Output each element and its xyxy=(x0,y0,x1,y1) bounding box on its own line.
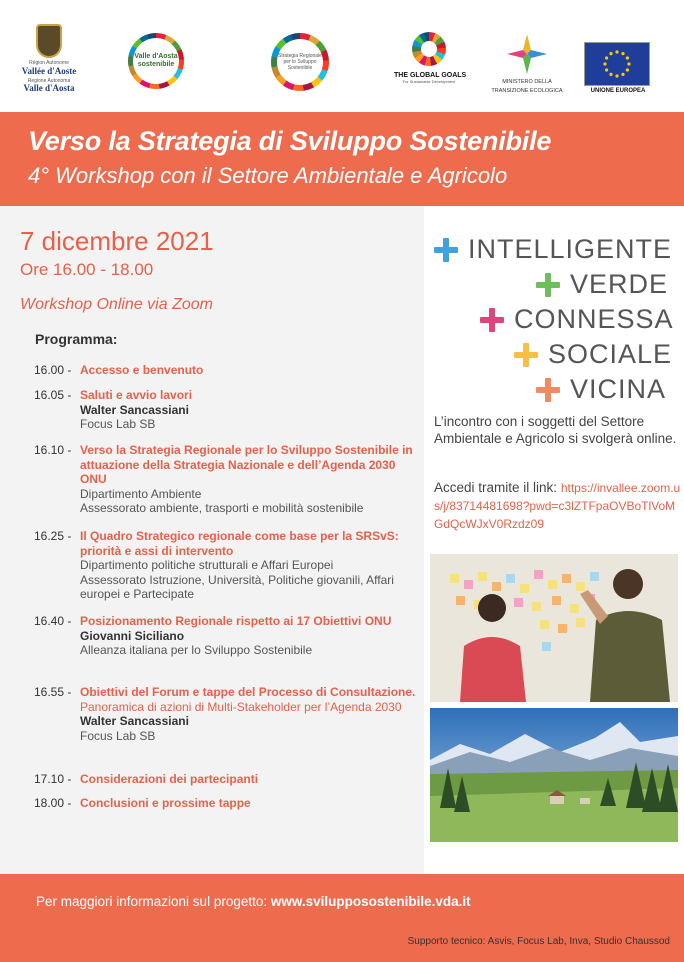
footer-info-label: Per maggiori informazioni sul progetto: xyxy=(36,894,268,909)
footer-info xyxy=(36,894,471,909)
program-item-affiliation: Alleanza italiana per lo Sviluppo Sostenibile xyxy=(80,643,313,657)
access-label: Accedi tramite il link: xyxy=(434,480,558,495)
program-item-time: 16.25 - xyxy=(34,529,72,543)
plus-icon xyxy=(480,308,504,332)
program-item-time: 18.00 - xyxy=(34,796,72,810)
program-item-affiliation: Focus Lab SB xyxy=(80,728,156,743)
program-item-title: Conclusioni e prossime tappe xyxy=(80,796,251,810)
keyword-sociale xyxy=(514,339,672,370)
footer xyxy=(0,874,684,962)
program-item-title: Considerazioni dei partecipanti xyxy=(80,772,259,786)
unione-europea-logo xyxy=(584,42,652,94)
strategia-regionale-logo xyxy=(271,33,329,91)
program-item-title: Verso la Strategia Regionale per lo Sviluppo Sostenibile in attuazione della Strategia Nazionale e dell’Agenda 2030 ONU xyxy=(80,443,413,486)
event-description: L’incontro con i soggetti del Settore Ambientale e Agricolo si svolgerà online. xyxy=(434,414,677,446)
eu-name: UNIONE EUROPEA xyxy=(590,88,646,94)
program-item-time: 17.10 - xyxy=(34,772,72,786)
program-item-title: Saluti e avvio lavori xyxy=(80,388,193,402)
region-name-it-label: Regione Autonoma xyxy=(27,77,71,84)
program-item-affiliation: Dipartimento politiche strutturali e Affari Europei xyxy=(80,558,334,572)
keyword-verde xyxy=(536,269,668,300)
event-date: 7 dicembre 2021 xyxy=(20,226,214,256)
program-item-affiliation: Focus Lab SB xyxy=(80,417,156,431)
program-item-time: 16.10 - xyxy=(34,443,72,457)
global-goals-sub: For Sustainable Development xyxy=(402,79,456,84)
program-item-affiliation-2: Assessorato Istruzione, Università, Politiche giovanili, Affari europei e Partecipate xyxy=(80,572,394,601)
ministero-transizione-ecologica-logo xyxy=(488,32,566,95)
mite-line1: MINISTERO DELLA xyxy=(502,79,552,85)
program-item-title-detail: Panoramica di azioni di Multi-Stakeholder per l’Agenda 2030 xyxy=(80,699,402,714)
event-time: Ore 16.00 - 18.00 xyxy=(20,260,154,279)
vda-sostenibile-logo xyxy=(128,33,184,89)
landscape-photo xyxy=(430,708,678,842)
program-item-speaker: Giovanni Siciliano xyxy=(80,628,185,643)
page-title: Verso la Strategia di Sviluppo Sostenibile xyxy=(28,126,552,156)
plus-icon xyxy=(514,343,538,367)
program-item-time: 16.55 - xyxy=(34,685,72,699)
program-title: Programma: xyxy=(35,331,118,347)
workshop-photo xyxy=(430,554,678,702)
mite-star-icon xyxy=(505,32,549,76)
program-item-title: Obiettivi del Forum e tappe del Processo di Consultazione. xyxy=(80,685,416,699)
program-item-time: 16.00 - xyxy=(34,363,72,377)
info-column xyxy=(424,206,684,874)
keyword-connessa xyxy=(480,304,674,335)
region-name-fr: Vallée d'Aoste xyxy=(21,65,77,76)
strategia-regionale-text: Strategia Regionale per lo Sviluppo Sostenibile xyxy=(278,53,322,71)
logo-bar xyxy=(0,0,684,110)
program-item-title: Posizionamento Regionale rispetto ai 17 Obiettivi ONU xyxy=(80,614,392,628)
valle-daosta-region-logo xyxy=(18,24,80,102)
keyword-label: VERDE xyxy=(570,269,669,299)
eu-flag-icon xyxy=(584,42,650,86)
global-goals-logo xyxy=(394,32,467,84)
keyword-vicina xyxy=(536,374,666,405)
technical-support: Supporto tecnico: Asvis, Focus Lab, Inva, Studio Chaussod xyxy=(407,936,670,947)
sdg-wheel-icon xyxy=(412,32,446,66)
program-item-title: Accesso e benvenuto xyxy=(80,363,204,377)
region-name-fr-label: Région Autonome xyxy=(29,60,69,66)
program-item-time: 16.05 - xyxy=(34,388,72,402)
program-item-time: 16.40 - xyxy=(34,614,72,628)
keyword-label: SOCIALE xyxy=(548,339,673,369)
project-website-link[interactable]: www.svilupposostenibile.vda.it xyxy=(270,894,471,909)
keyword-label: INTELLIGENTE xyxy=(468,234,673,264)
title-band xyxy=(0,112,684,206)
event-mode: Workshop Online via Zoom xyxy=(20,296,213,313)
plus-icon xyxy=(434,238,458,262)
page-subtitle: 4° Workshop con il Settore Ambientale e Agricolo xyxy=(28,163,508,188)
program-item-affiliation-2: Assessorato ambiente, trasporti e mobilità sostenibile xyxy=(80,501,364,515)
keyword-label: VICINA xyxy=(570,374,667,404)
access-info xyxy=(434,479,684,533)
region-name-it: Valle d'Aosta xyxy=(23,83,75,94)
plus-icon xyxy=(536,378,560,402)
zoom-link[interactable]: https://invallee.zoom.us/j/83714481698?pwd=c3lZTFpaOVBoTlVoMGdQcWJxV0Rzdz09 xyxy=(434,481,681,531)
program-item-affiliation: Dipartimento Ambiente xyxy=(80,486,202,501)
program-item-title: Il Quadro Strategico regionale come base per la SRSvS: priorità e assi di intervento xyxy=(80,529,399,558)
keyword-intelligente xyxy=(434,234,672,265)
program-item-speaker: Walter Sancassiani xyxy=(80,714,189,728)
coat-of-arms-icon xyxy=(36,24,62,58)
vda-sostenibile-text: Valle d'Aosta sostenibile xyxy=(134,53,178,68)
keyword-label: CONNESSA xyxy=(514,304,674,334)
global-goals-name: THE GLOBAL GOALS xyxy=(394,72,467,79)
program-item-speaker: Walter Sancassiani xyxy=(80,402,189,417)
plus-icon xyxy=(536,273,560,297)
program-column xyxy=(0,206,424,874)
mite-line2: TRANSIZIONE ECOLOGICA xyxy=(491,88,563,95)
